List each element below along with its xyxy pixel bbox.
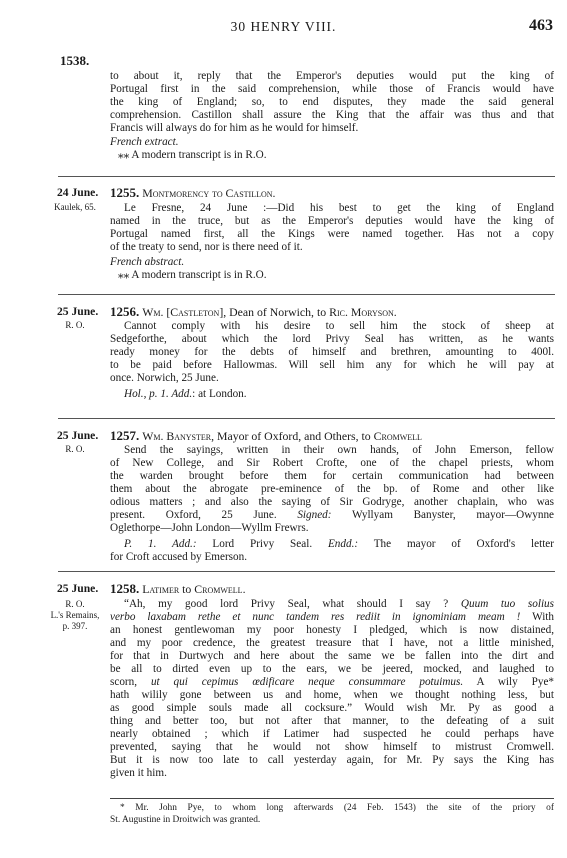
text-line: of the treaty to send, nor is there need of it. <box>110 241 303 253</box>
entry-body-1255 <box>110 202 554 282</box>
text-line: ready money for the debts of himself and brethren, amounting to 400l. <box>110 346 554 358</box>
endorsement-label: P. 1. Add.: <box>124 538 197 550</box>
footnote <box>110 803 554 826</box>
text-line: for Croft accused by Emerson. <box>110 551 248 563</box>
endorsement <box>110 388 554 401</box>
transcript-text: A modern transcript is in R.O. <box>131 149 267 161</box>
text-line: Send the sayings, written in their own hands, of John Emerson, fellow <box>124 444 554 456</box>
text-line: Le Fresne, 24 June :—Did his best to get the king of England <box>124 202 554 214</box>
entry-body-1257 <box>110 444 554 564</box>
text-line: to about it, reply that the Emperor's deputies would put the king of <box>110 70 554 82</box>
entry-title-author: Wm. [Castleton] <box>142 305 224 319</box>
entry-title-middle: to <box>179 582 195 596</box>
text-line: nearly obtained ; which if Latimer had suspected he could perhaps have <box>110 728 554 740</box>
text-line: the king of England; so, to end disputes, they made the said general <box>110 96 554 108</box>
text-line: the warden brought before them for certain communication had between <box>110 470 554 482</box>
entry-title-author: Latimer <box>142 582 180 596</box>
entry-date: 25 June. <box>57 582 99 595</box>
text-line: them about the abrogate pre-eminence of the bp. of Rome and other like <box>110 483 554 495</box>
endorsement-text: : at London. <box>192 388 247 400</box>
entry-source-ref: Kaulek, 65. <box>54 202 96 212</box>
text-fragment: scorn, <box>110 676 151 688</box>
text-line: of New College, and Sir Robert Crofte, one of the chapel priests, whom <box>110 457 554 469</box>
entry-title-middle: , Dean of Norwich, to <box>223 305 330 319</box>
endorsement-label: Hol., p. 1. Add. <box>124 388 193 400</box>
text-fragment: “Ah, my good lord Privy Seal, what should I say ? <box>124 598 449 610</box>
text-line: be all to dirted even up to the ears, we be jeered, mocked, and laughed to <box>110 663 554 675</box>
text-fragment: With <box>520 611 555 623</box>
entry-source-ref: R. O. <box>65 320 85 330</box>
signed-text: Wyllyam Banyster, mayor—Owynne <box>331 509 555 521</box>
entry-date: 25 June. <box>57 305 99 318</box>
footnote-line: * Mr. John Pye, to whom long afterwards (24 Feb. 1543) the site of the priory of <box>120 803 554 813</box>
entry-number: 1257. <box>110 428 140 443</box>
entry-title-author: Wm. Banyster <box>142 429 212 443</box>
intro-paragraph <box>110 70 554 162</box>
source-note: French extract. <box>110 136 179 148</box>
source-note: French abstract. <box>110 256 185 268</box>
text-line: Oglethorpe—John London—Wyllm Frewrs. <box>110 522 309 534</box>
text-line: Portugal named first, all the Kings were named together. Has not a copy <box>110 228 554 240</box>
entry-number: 1256. <box>110 304 140 319</box>
footnote-rule <box>110 798 554 799</box>
entry-title-middle: , Mayor of Oxford, and Others, to <box>211 429 374 443</box>
entry-heading-1256 <box>110 304 397 320</box>
latin-quote: ut qui cepimus œdificare neque consummare potuimus. <box>150 676 464 688</box>
text-line: Cannot comply with his desire to sell him the stock of sheep at <box>124 320 554 332</box>
latin-quote: verbo laxabam rethe et nunc tandem res rediit in ignominiam meam ! <box>110 611 521 623</box>
entry-body-1258 <box>110 598 554 780</box>
text-fragment: present. Oxford, 25 June. <box>110 509 277 521</box>
entry-divider <box>58 176 555 177</box>
text-line: Portugal first in the said comprehension, while those of Francis would have <box>110 83 554 95</box>
text-line: to be paid before Hallowmas. Will sell him any for which he will pay at <box>110 359 554 371</box>
entry-body-1256 <box>110 320 554 401</box>
text-line: as good simple souls made all cocksure.” Would wish Mr. Py as good a <box>110 702 554 714</box>
text-line: named in the truce, but as the Emperor's deputies would have the king of <box>110 215 554 227</box>
text-line <box>110 676 554 689</box>
page-number: 463 <box>529 17 553 34</box>
entry-heading-1258 <box>110 581 246 597</box>
text-line: But it is now too late to call yesterday again, for Mr. Py says the King has <box>110 754 554 766</box>
endorsement-text: Lord Privy Seal. <box>196 538 328 550</box>
running-head: 30 HENRY VIII. <box>230 19 337 34</box>
text-line: for that in Durtwych and here about the same we be fallen into the dirt and <box>110 650 554 662</box>
signed-label: Signed: <box>297 509 332 521</box>
text-line: prevented, saying that he would not show himself to mistrust Cromwell. <box>110 741 554 753</box>
entry-heading-1257 <box>110 428 422 444</box>
endorsement-text: The mayor of Oxford's letter <box>358 538 554 550</box>
entry-heading-1255 <box>110 185 275 201</box>
entry-title-recipient: Cromwell. <box>194 582 246 596</box>
entry-source-ref: R. O. <box>65 444 85 454</box>
entry-title: Montmorency to Castillon. <box>142 186 276 200</box>
entry-number: 1258. <box>110 581 140 596</box>
latin-quote: Quum tuo solius <box>460 598 554 610</box>
text-line: given it him. <box>110 767 167 779</box>
text-line: and my poor credence, the greatest treasure that I have, not a little minished, <box>110 637 554 649</box>
entry-title-recipient: Ric. Moryson. <box>329 305 397 319</box>
entry-date: 24 June. <box>57 186 99 199</box>
ref-line: R. O. <box>65 599 85 609</box>
footnote-line: St. Augustine in Droitwich was granted. <box>110 814 261 825</box>
text-fragment: A wily Pye* <box>463 676 554 688</box>
entry-divider <box>58 571 555 572</box>
entry-title-recipient: Cromwell <box>373 429 422 443</box>
text-line: Francis will always do for him as he would for himself. <box>110 122 359 134</box>
text-line: odious matters ; and also the saying of Sir Godryge, another chaplain, who was <box>110 496 554 508</box>
entry-divider <box>58 418 555 419</box>
text-line: Sedgeforthe, about which the lord Privy Seal has written, as he wants <box>110 333 554 345</box>
ref-line: p. 397. <box>62 621 88 631</box>
text-line <box>110 509 554 522</box>
entry-date: 25 June. <box>57 429 99 442</box>
text-line: hath wilily gone between us and home, when we thought nothing less, but <box>110 689 554 701</box>
entry-divider <box>58 294 555 295</box>
text-line: once. Norwich, 25 June. <box>110 372 219 384</box>
text-line: comprehension. Castillon shall assure the King that the affair was thus and that <box>110 109 554 121</box>
ref-line: L.'s Remains, <box>50 610 100 620</box>
endorsement-label: Endd.: <box>327 538 359 550</box>
text-line: an honest gentlewoman my poor honesty I pledged, which is now distained, <box>110 624 554 636</box>
page-header <box>0 17 567 39</box>
transcript-text: A modern transcript is in R.O. <box>131 269 267 281</box>
endorsement <box>110 538 554 551</box>
text-line: thing and better too, but not after that manner, to the defeating of a suit <box>110 715 554 727</box>
transcript-note: ⁎⁎ A modern transcript is in R.O. <box>118 149 267 161</box>
entry-source-ref <box>50 599 100 632</box>
text-line <box>110 611 554 624</box>
transcript-note: ⁎⁎ A modern transcript is in R.O. <box>118 269 267 281</box>
year-marginal: 1538. <box>60 53 90 68</box>
text-line <box>110 598 554 611</box>
entry-number: 1255. <box>110 185 140 200</box>
